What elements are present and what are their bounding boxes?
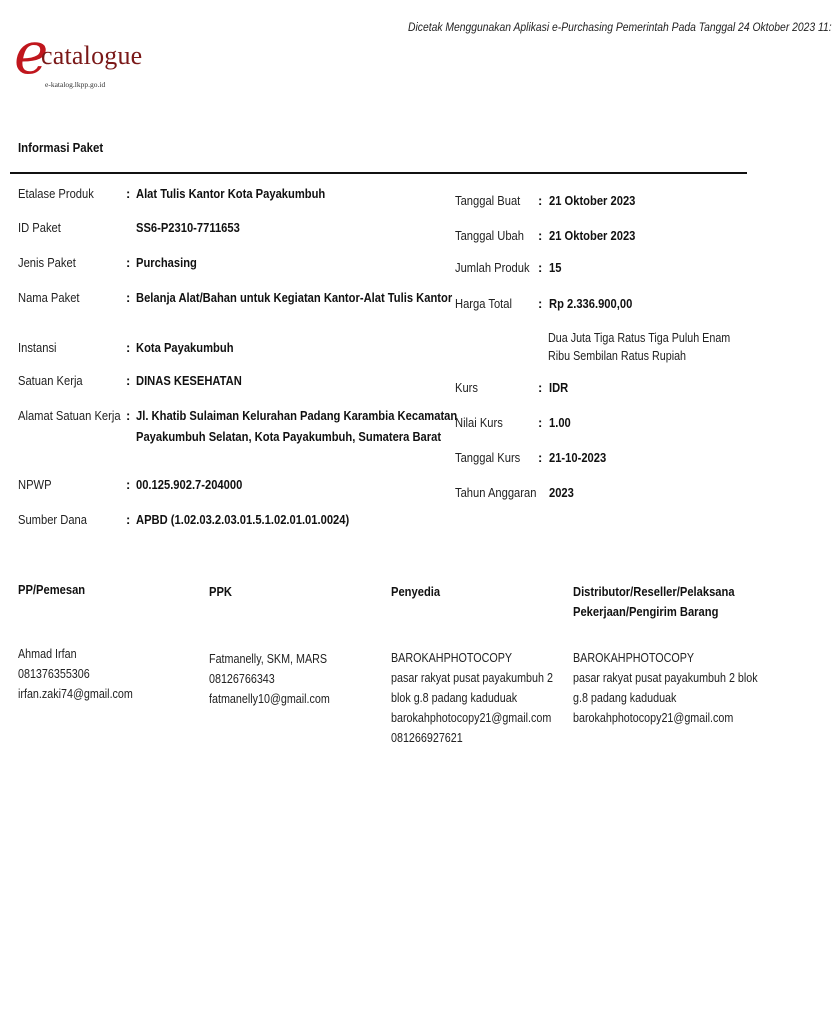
colon: : xyxy=(126,408,131,423)
penyedia-email: barokahphotocopy21@gmail.com xyxy=(391,711,552,725)
value-jenis-paket: Purchasing xyxy=(136,255,197,270)
ppk-email: fatmanelly10@gmail.com xyxy=(209,692,330,706)
value-tanggal-ubah: 21 Oktober 2023 xyxy=(549,228,636,243)
label-tanggal-buat: Tanggal Buat xyxy=(455,193,521,208)
label-jenis-paket: Jenis Paket xyxy=(18,255,76,270)
logo-word: catalogue xyxy=(41,41,143,70)
value-nilai-kurs: 1.00 xyxy=(549,415,571,430)
value-harga-total: Rp 2.336.900,00 xyxy=(549,296,633,311)
colon: : xyxy=(538,415,543,430)
colon: : xyxy=(126,340,131,355)
colon: : xyxy=(538,193,543,208)
label-harga-total: Harga Total xyxy=(455,296,512,311)
label-etalase-produk: Etalase Produk xyxy=(18,186,94,201)
distributor-name: BAROKAHPHOTOCOPY xyxy=(573,651,695,665)
value-sumber-dana: APBD (1.02.03.2.03.01.5.1.02.01.01.0024) xyxy=(136,512,350,527)
heading-distributor-2: Pekerjaan/Pengirim Barang xyxy=(573,604,719,619)
label-tanggal-ubah: Tanggal Ubah xyxy=(455,228,525,243)
colon: : xyxy=(538,296,543,311)
colon: : xyxy=(538,228,543,243)
colon: : xyxy=(126,255,131,270)
penyedia-phone: 081266927621 xyxy=(391,731,463,745)
label-tanggal-kurs: Tanggal Kurs xyxy=(455,450,521,465)
ppk-name: Fatmanelly, SKM, MARS xyxy=(209,652,328,666)
pemesan-phone: 081376355306 xyxy=(18,667,90,681)
label-npwp: NPWP xyxy=(18,477,52,492)
colon: : xyxy=(126,512,131,527)
label-kurs: Kurs xyxy=(455,380,478,395)
colon: : xyxy=(538,450,543,465)
label-sumber-dana: Sumber Dana xyxy=(18,512,87,527)
value-satuan-kerja: DINAS KESEHATAN xyxy=(136,373,242,388)
label-nilai-kurs: Nilai Kurs xyxy=(455,415,503,430)
distributor-email: barokahphotocopy21@gmail.com xyxy=(573,711,734,725)
colon: : xyxy=(126,186,131,201)
penyedia-address-2: blok g.8 padang kaduduak xyxy=(391,691,518,705)
section-divider xyxy=(10,172,747,174)
print-note: Dicetak Menggunakan Aplikasi e-Purchasing Pemerintah Pada Tanggal 24 Oktober 2023 11: xyxy=(408,22,832,34)
colon: : xyxy=(126,290,131,305)
value-npwp: 00.125.902.7-204000 xyxy=(136,477,243,492)
value-kurs: IDR xyxy=(549,380,569,395)
colon: : xyxy=(126,477,131,492)
label-tahun-anggaran: Tahun Anggaran xyxy=(455,485,537,500)
distributor-address-1: pasar rakyat pusat payakumbuh 2 blok xyxy=(573,671,758,685)
value-jumlah-produk: 15 xyxy=(549,260,562,275)
value-tahun-anggaran: 2023 xyxy=(549,485,574,500)
label-alamat-satuan-kerja: Alamat Satuan Kerja xyxy=(18,408,121,423)
section-title: Informasi Paket xyxy=(18,140,104,155)
label-instansi: Instansi xyxy=(18,340,57,355)
logo-letter: e xyxy=(14,19,49,87)
value-etalase-produk: Alat Tulis Kantor Kota Payakumbuh xyxy=(136,186,326,201)
value-instansi: Kota Payakumbuh xyxy=(136,340,234,355)
heading-penyedia: Penyedia xyxy=(391,584,441,599)
value-tanggal-buat: 21 Oktober 2023 xyxy=(549,193,636,208)
label-nama-paket: Nama Paket xyxy=(18,290,80,305)
colon: : xyxy=(126,373,131,388)
value-tanggal-kurs: 21-10-2023 xyxy=(549,450,607,465)
pemesan-email: irfan.zaki74@gmail.com xyxy=(18,687,133,701)
label-jumlah-produk: Jumlah Produk xyxy=(455,260,530,275)
label-id-paket: ID Paket xyxy=(18,220,61,235)
value-alamat-line2: Payakumbuh Selatan, Kota Payakumbuh, Sumatera Barat xyxy=(136,429,442,444)
pemesan-name: Ahmad Irfan xyxy=(18,647,77,661)
heading-distributor-1: Distributor/Reseller/Pelaksana xyxy=(573,584,735,599)
penyedia-address-1: pasar rakyat pusat payakumbuh 2 xyxy=(391,671,553,685)
value-id-paket: SS6-P2310-7711653 xyxy=(136,220,240,235)
ppk-phone: 08126766343 xyxy=(209,672,275,686)
logo-url: e-katalog.lkpp.go.id xyxy=(45,80,106,89)
heading-pemesan: PP/Pemesan xyxy=(18,582,86,597)
ecatalogue-logo xyxy=(14,19,143,94)
label-satuan-kerja: Satuan Kerja xyxy=(18,373,83,388)
value-alamat-line1: Jl. Khatib Sulaiman Kelurahan Padang Karambia Kecamatan xyxy=(136,408,458,423)
colon: : xyxy=(538,260,543,275)
heading-ppk: PPK xyxy=(209,584,232,599)
colon: : xyxy=(538,380,543,395)
harga-terbilang: Dua Juta Tiga Ratus Tiga Puluh Enam Ribu Sembilan Ratus Rupiah xyxy=(548,331,731,363)
penyedia-name: BAROKAHPHOTOCOPY xyxy=(391,651,513,665)
distributor-address-2: g.8 padang kaduduak xyxy=(573,691,677,705)
value-nama-paket: Belanja Alat/Bahan untuk Kegiatan Kantor-Alat Tulis Kantor xyxy=(136,290,453,305)
